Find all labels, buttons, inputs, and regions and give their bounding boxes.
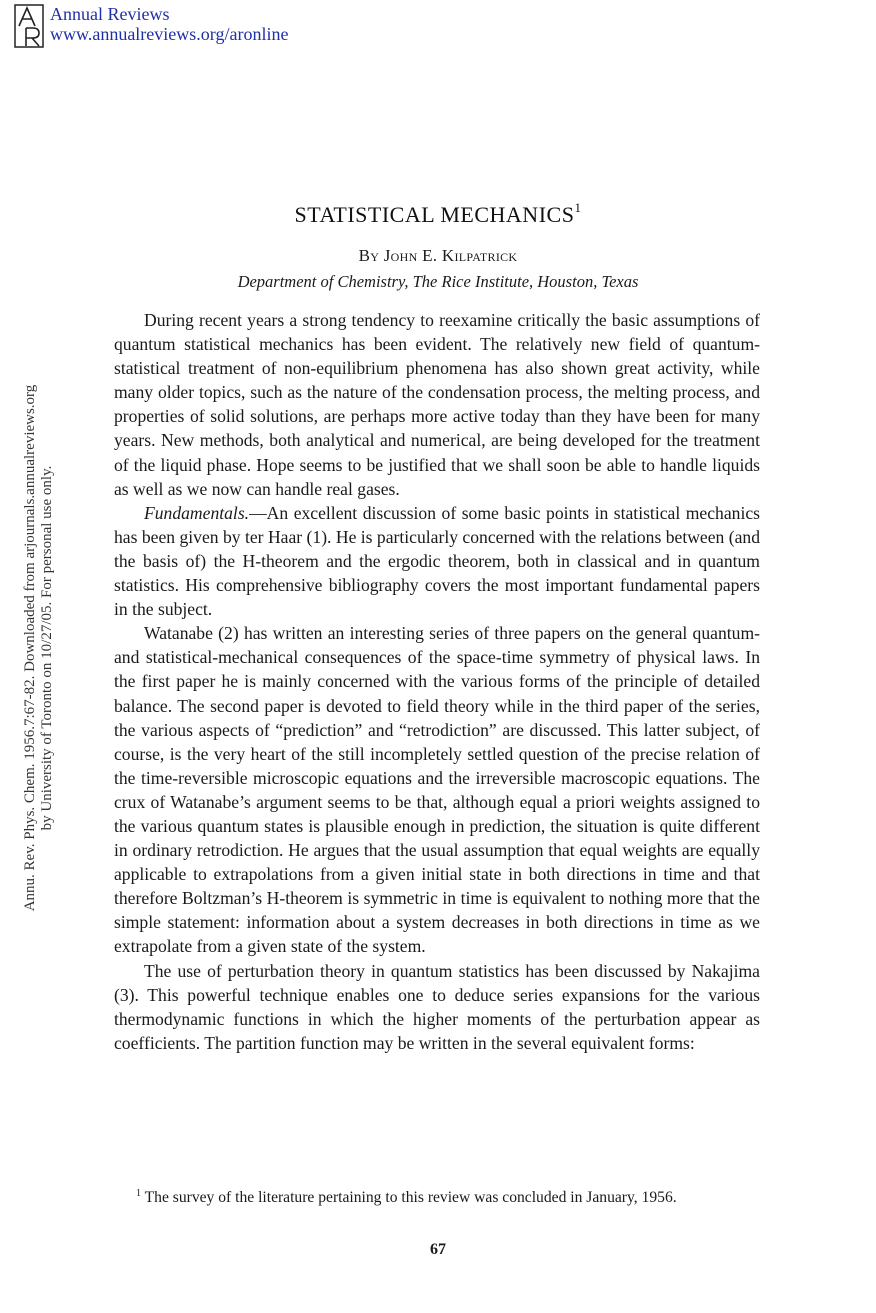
title-footnote-mark: 1 <box>574 200 582 215</box>
footnote-text: The survey of the literature pertaining to this review was concluded in January, 1956. <box>141 1189 677 1207</box>
paragraph-text: —An excellent discussion of some basic points in statistical mechanics has been given by ter Haar (1). He is particularly concerned with the relations between (and the basis of) the H-theorem and the ergodic theorem, both in classical and in quantum statistics. His comprehensive bibliography covers the most important fundamental papers in the subject. <box>114 502 760 620</box>
article-title-text: STATISTICAL MECHANICS <box>294 202 575 227</box>
download-notice-line2: by University of Toronto on 10/27/05. For personal use only. <box>39 465 55 831</box>
journal-header <box>14 4 288 48</box>
body-paragraph <box>114 308 760 501</box>
article-body <box>114 308 760 1055</box>
annual-reviews-logo <box>14 4 44 48</box>
publisher-name[interactable]: Annual Reviews <box>50 4 170 24</box>
body-paragraph <box>114 501 760 621</box>
publisher-url[interactable]: www.annualreviews.org/aronline <box>50 24 289 44</box>
footnote <box>114 1183 760 1208</box>
paragraph-text: The use of perturbation theory in quantum statistics has been discussed by Nakajima (3). This powerful technique enables one to deduce series expansions for the various thermodynamic functions in which the higher moments of the perturbation appear as coefficients. The partition function may be written in the several equivalent forms: <box>114 960 760 1053</box>
author-affiliation: Department of Chemistry, The Rice Institute, Houston, Texas <box>237 272 639 291</box>
footnote-mark: 1 <box>136 1188 141 1199</box>
body-paragraph <box>114 621 760 958</box>
paragraph-text: During recent years a strong tendency to reexamine critically the basic assumptions of quantum statistical mechanics has been evident. The relatively new field of quantum-statistical treatment of non-equilibrium phenomena has also shown great activity, while many older topics, such as the nature of the condensation process, the melting process, and properties of solid solutions, are perhaps more active today than they have been for many years. New methods, both analytical and numerical, are being developed for the treatment of the liquid phase. Hope seems to be justified that we shall soon be able to handle liquids as well as we now can handle real gases. <box>114 310 760 499</box>
download-notice-line1: Annu. Rev. Phys. Chem. 1956.7:67-82. Downloaded from arjournals.annualreviews.org <box>22 384 38 912</box>
download-notice <box>22 348 56 948</box>
page-number: 67 <box>430 1241 446 1258</box>
body-paragraph <box>114 959 760 1055</box>
article-title <box>0 202 876 228</box>
paragraph-text: Watanabe (2) has written an interesting series of three papers on the general quantum- and statistical-mechanical consequences of the space-time symmetry of physical laws. In the first paper he is mainly concerned with the various forms of the principle of detailed balance. The second paper is devoted to field theory while in the third paper of the series, the various aspects of “prediction” and “retrodiction” are discussed. This latter subject, of course, is the very heart of the still incompletely settled question of the precise relation of the time-reversible microscopic equations and the irreversible macroscopic equations. The crux of Watanabe’s argument seems to be that, although equal a priori weights assigned to the various quantum states is plausible enough in prediction, the situation is quite different in ordinary retrodiction. He argues that the usual assumption that equal weights are equally applicable to extrapolations from a given initial state in both directions in time and that therefore Boltzman’s H-theorem is symmetric in time is equivalent to nothing more that the simple statement: information about a system decreases in both directions in time as we extrapolate from a given state of the system. <box>114 623 760 957</box>
section-heading: Fundamentals. <box>144 502 250 523</box>
article-author: By John E. Kilpatrick <box>358 246 518 265</box>
